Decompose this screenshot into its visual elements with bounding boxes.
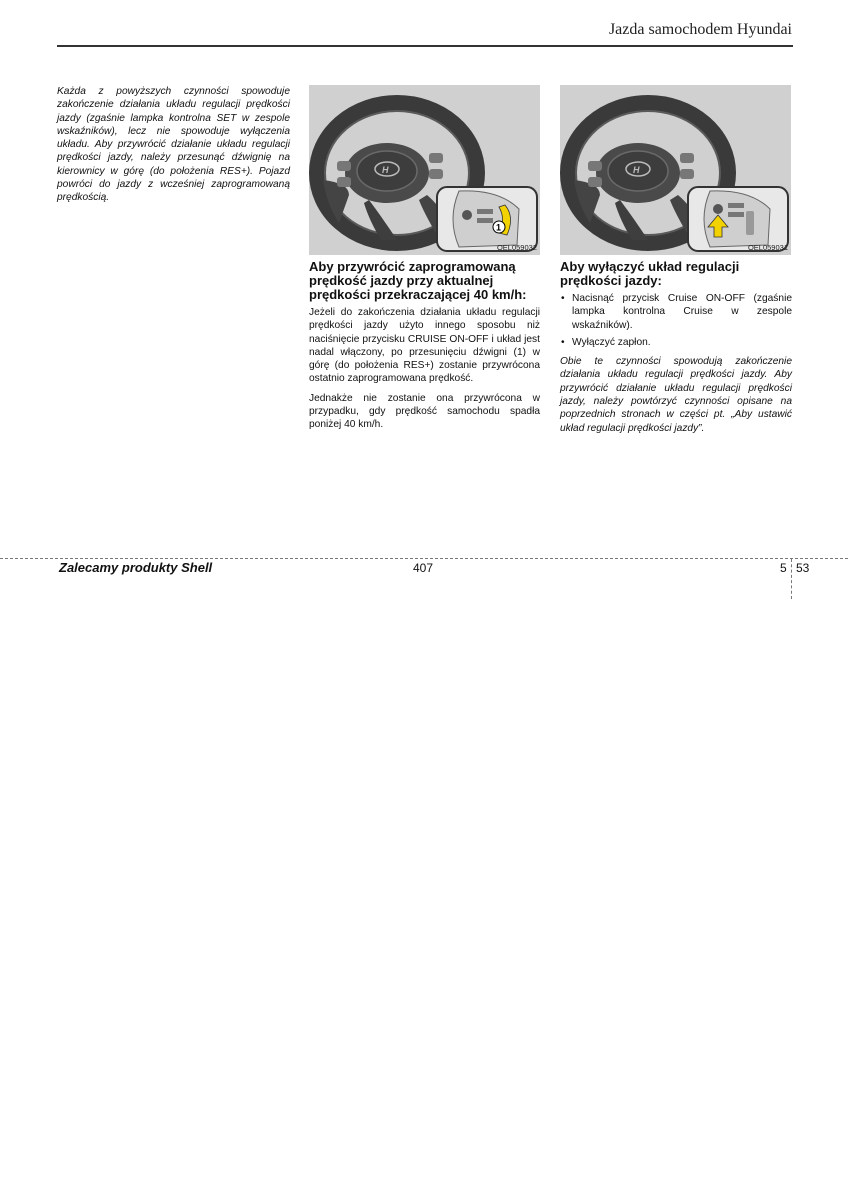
right-italic-paragraph: Obie te czynności spowodują zakończenie działania układu regulacji prędkości jazdy. Aby przywrócić działanie układu regulacji prędkości jazdy, należy powtórzyć czynności opisane na poprzednich stronach w części pt. „Aby ustawić układ regulacji prędkości jazdy”. xyxy=(560,356,792,434)
left-italic-paragraph: Każda z powyższych czynności spowoduje zakończenie działania układu regulacji prędkości jazdy (zgaśnie lampka kontrolna SET w zespole wskaźników), lecz nie spowoduje wyłączenia układu. Aby przywrócić działanie układu regulacji prędkości jazdy, należy przesunąć dźwignię na kierownicy w górę (do położenia RES+). Pojazd powróci do jazdy z wcześniej zaprogramowaną prędkością. xyxy=(57,86,290,204)
bullet-list xyxy=(560,292,792,349)
list-item: • Wyłączyć zapłon. xyxy=(560,336,792,349)
section-heading-off: Aby wyłączyć układ regulacji prędkości jazdy: xyxy=(560,259,740,288)
footer-left-text: Zalecamy produkty Shell xyxy=(59,560,213,575)
section-heading-resume: Aby przywrócić zaprogramowaną prędkość jazdy przy aktualnej prędkości przekraczającej 40 km/h: xyxy=(309,259,527,302)
footer-page-number: 53 xyxy=(796,561,810,575)
figure-callout-1: 1 xyxy=(496,222,502,233)
steering-wheel-icon xyxy=(309,85,540,255)
right-column xyxy=(560,85,792,435)
resume-paragraph-1: Jeżeli do zakończenia działania układu regulacji prędkości jazdy użyto innego sposobu niż naciśnięcie przycisku CRUISE ON-OFF i układ jest nadal włączony, po przesunięciu dźwigni (1) w górę (do położenia RES+) zostanie przywrócona ostatnio zaprogramowana prędkość. xyxy=(309,307,540,385)
header-rule xyxy=(57,45,793,47)
steering-wheel-figure-off xyxy=(560,85,791,255)
left-column xyxy=(57,85,290,205)
figure-code: OEL059032 xyxy=(496,242,537,252)
footer-center-page: 407 xyxy=(413,561,434,575)
footer-divider xyxy=(0,558,848,559)
list-item: • Nacisnąć przycisk Cruise ON-OFF (zgaśnie lampka kontrolna Cruise w zespole wskaźników). xyxy=(560,292,792,332)
steering-wheel-figure-resume xyxy=(309,85,540,255)
steering-wheel-icon xyxy=(560,85,791,255)
resume-paragraph-2: Jednakże nie zostanie ona przywrócona w przypadku, gdy prędkość samochodu spadła poniżej 40 km/h. xyxy=(309,392,540,431)
svg-text:H: H xyxy=(382,165,389,175)
svg-text:H: H xyxy=(633,165,640,175)
figure-code: OEL059031 xyxy=(747,242,788,252)
middle-column xyxy=(309,85,540,438)
header-title: Jazda samochodem Hyundai xyxy=(608,21,792,38)
footer-vertical-divider xyxy=(791,559,792,599)
footer-section-number: 5 xyxy=(780,561,787,575)
